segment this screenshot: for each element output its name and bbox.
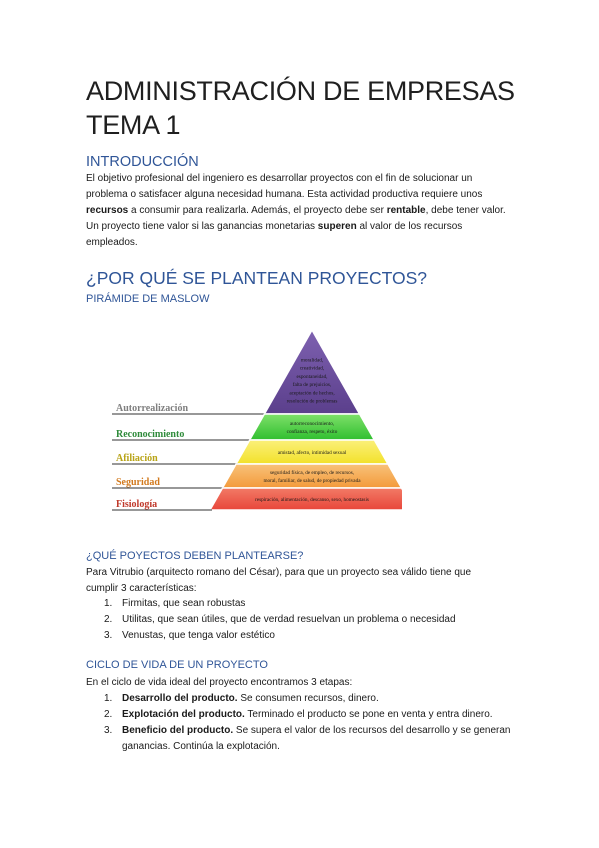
which-intro	[86, 565, 516, 597]
list-item: 3. Venustas, que tenga valor estético	[104, 630, 275, 641]
which-heading: ¿QUÉ POYECTOS DEBEN PLANTEARSE?	[86, 550, 304, 562]
intro-paragraph	[86, 171, 516, 251]
pyramid-level-text: creatividad,	[299, 365, 325, 372]
pyramid-level-text: moralidad,	[300, 357, 324, 364]
intro-line: El objetivo profesional del ingeniero es desarrollar proyectos con el fin de solucionar un	[86, 173, 473, 184]
pyramid-level-label: Reconocimiento	[116, 429, 185, 440]
document-title-line1: ADMINISTRACIÓN DE EMPRESAS	[86, 76, 515, 106]
pyramid-level-text: resolución de problemas	[286, 398, 338, 405]
why-heading: ¿POR QUÉ SE PLANTEAN PROYECTOS?	[86, 268, 428, 288]
vitruvius-list	[86, 596, 516, 644]
pyramid-level-text: seguridad física, de empleo, de recursos,	[269, 470, 355, 476]
intro-line: Un proyecto tiene valor si las ganancias monetarias superen al valor de los recursos	[86, 221, 463, 232]
pyramid-level-label: Seguridad	[116, 477, 160, 488]
pyramid-level-text: moral, familiar, de salud, de propiedad privada	[263, 478, 361, 484]
list-item: 1. Firmitas, que sean robustas	[104, 598, 246, 609]
lifecycle-heading: CICLO DE VIDA DE UN PROYECTO	[86, 659, 268, 671]
pyramid-level-text: autorreconocimiento,	[289, 421, 335, 427]
intro-heading: INTRODUCCIÓN	[86, 154, 199, 170]
which-intro-line: Para Vitrubio (arquitecto romano del César), para que un proyecto sea válido tiene que	[86, 567, 472, 578]
pyramid-level-text: falta de prejuicios,	[292, 382, 332, 389]
lifecycle-list	[86, 691, 516, 755]
pyramid-level-label: Afiliación	[116, 453, 158, 464]
maslow-subheading: PIRÁMIDE DE MASLOW	[86, 293, 210, 305]
pyramid-level-text: confianza, respeto, éxito	[286, 429, 338, 435]
maslow-pyramid-figure	[112, 326, 402, 514]
intro-line: empleados.	[86, 237, 138, 248]
pyramid-level-text: aceptación de hechos,	[289, 390, 335, 397]
intro-line: problema o satisfacer alguna necesidad humana. Esta actividad productiva requiere unos	[86, 189, 483, 200]
pyramid-level-label: Autorrealización	[116, 403, 189, 414]
pyramid-level-text: amistad, afecto, intimidad sexual	[277, 450, 347, 456]
lifecycle-intro: En el ciclo de vida ideal del proyecto encontramos 3 etapas:	[86, 677, 353, 688]
intro-line: recursos a consumir para realizarla. Además, el proyecto debe ser rentable, debe tener valor.	[86, 205, 506, 216]
pyramid-level-label: Fisiología	[116, 499, 158, 510]
pyramid-level-text: respiración, alimentación, descanso, sexo, homeostasis	[255, 497, 369, 503]
list-item: 2. Explotación del producto. Terminado el producto se pone en venta y entra dinero.	[104, 709, 493, 720]
pyramid-level-2	[250, 414, 375, 440]
pyramid-level-4	[222, 464, 401, 488]
pyramid-level-text: espontaneidad,	[296, 373, 328, 380]
list-item: 1. Desarrollo del producto. Se consumen recursos, dinero.	[104, 693, 379, 704]
which-intro-line: cumplir 3 características:	[86, 583, 197, 594]
document-title-line2: TEMA 1	[86, 110, 181, 140]
list-item: 2. Utilitas, que sean útiles, que de verdad resuelvan un problema o necesidad	[104, 614, 456, 625]
list-item: 3. Beneficio del producto. Se supera el valor de los recursos del desarrollo y se generan ganancias. Continúa la explotación.	[104, 725, 511, 752]
